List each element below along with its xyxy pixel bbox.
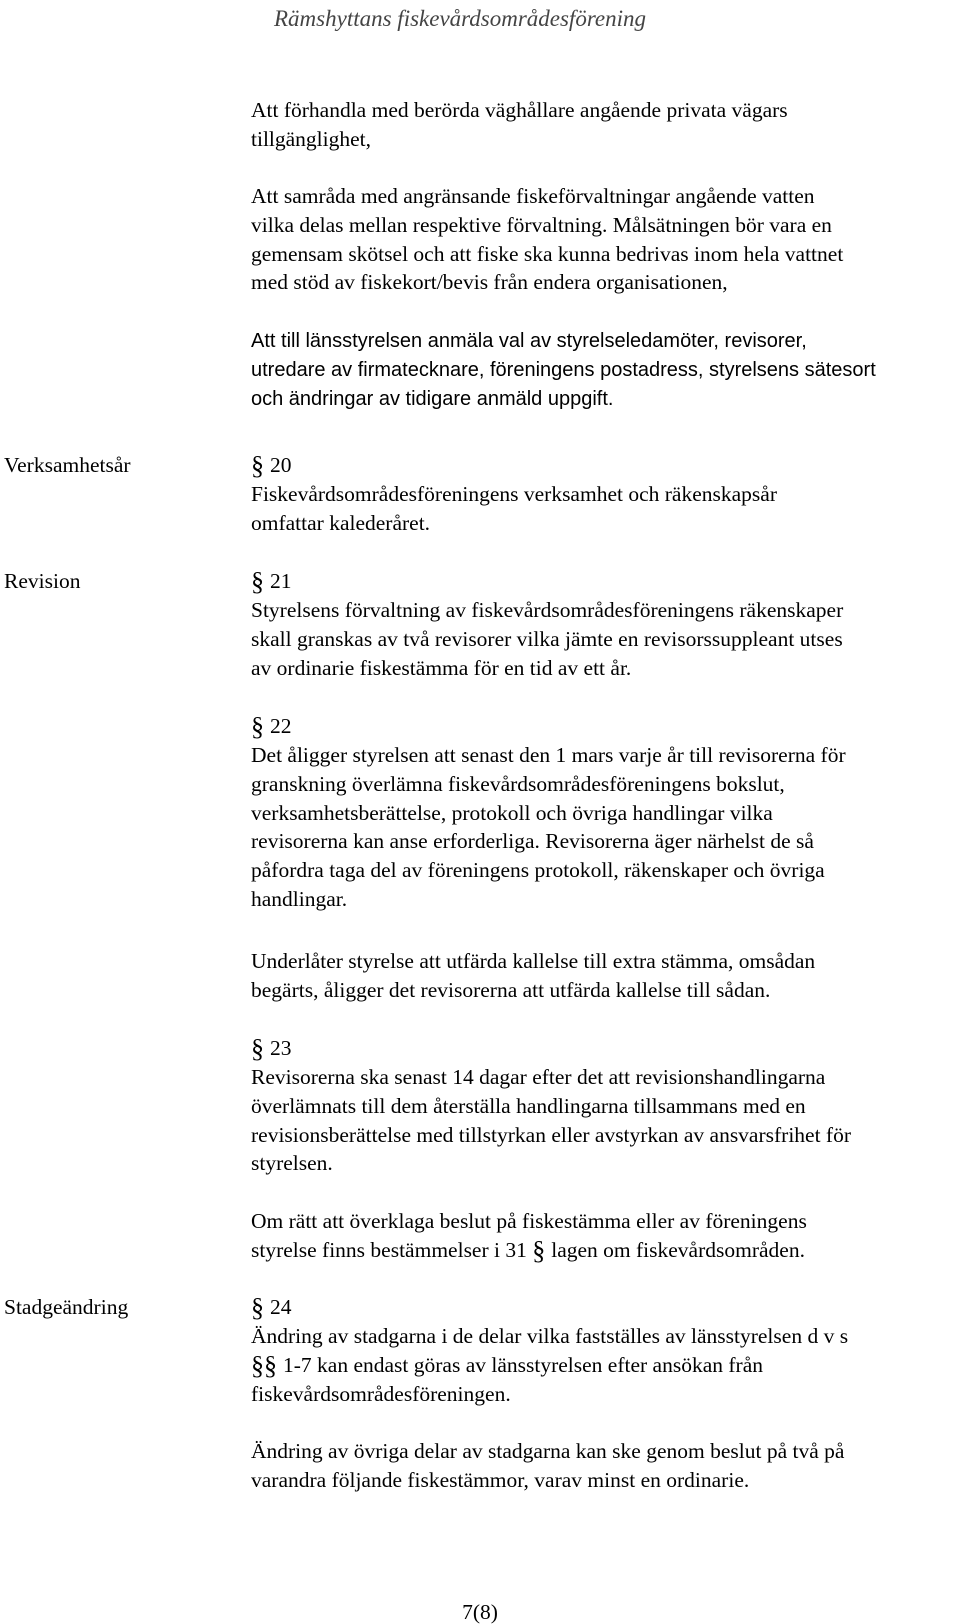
- text-line: Ändring av övriga delar av stadgarna kan ske genom beslut på två på: [251, 1439, 845, 1463]
- paragraph-other-changes: [251, 1437, 951, 1495]
- section-21: [251, 567, 951, 682]
- text-line: och ändringar av tidigare anmäld uppgift.: [251, 387, 614, 410]
- text-line: Om rätt att överklaga beslut på fiskestämma eller av föreningens: [251, 1209, 807, 1233]
- text-line: Fiskevårdsområdesföreningens verksamhet och räkenskapsår: [251, 482, 777, 506]
- section-24: [251, 1293, 951, 1409]
- section-number: 23: [270, 1036, 292, 1060]
- section-number: 22: [270, 714, 292, 738]
- text-line: Det åligger styrelsen att senast den 1 mars varje år till revisorerna för: [251, 743, 846, 767]
- text-line: handlingar.: [251, 886, 348, 911]
- section-sign: §§: [251, 1350, 277, 1380]
- text-line: Underlåter styrelse att utfärda kallelse till extra stämma, omsådan: [251, 949, 816, 973]
- text-line: Ändring av stadgarna i de delar vilka fastställes av länsstyrelsen d v s: [251, 1324, 849, 1348]
- text-line: revisionsberättelse med tillstyrkan eller avstyrkan av ansvarsfrihet för: [251, 1122, 852, 1147]
- section-22: [251, 712, 951, 914]
- page-header-title: Rämshyttans fiskevårdsområdesförening: [274, 6, 647, 31]
- text-line: överlämnats till dem återställa handlingarna tillsammans med en: [251, 1093, 806, 1118]
- paragraph-appeal: [251, 1207, 951, 1265]
- text-fragment: 1-7 kan endast göras av länsstyrelsen efter ansökan från: [283, 1352, 763, 1377]
- text-line: med stöd av fiskekort/bevis från endera organisationen,: [251, 270, 728, 295]
- section-20: [251, 451, 951, 538]
- section-label-stadgeandring: Stadgeändring: [4, 1295, 129, 1319]
- text-line: påfordra taga del av föreningens protokoll, räkenskaper och övriga: [251, 858, 825, 883]
- text-line: Revisorerna ska senast 14 dagar efter det att revisionshandlingarna: [251, 1065, 826, 1089]
- section-sign: §: [251, 712, 264, 741]
- text-line: Att samråda med angränsande fiskeförvaltningar angående vatten: [251, 184, 815, 208]
- text-line: fiskevårdsområdesföreningen.: [251, 1381, 511, 1406]
- text-line: vilka delas mellan respektive förvaltning. Målsätningen bör vara en: [251, 212, 832, 237]
- text-fragment: styrelse finns bestämmelser i 31: [251, 1237, 527, 1262]
- text-line: utredare av firmatecknare, föreningens postadress, styrelsens sätesort: [251, 358, 876, 381]
- page-number: 7(8): [462, 1600, 498, 1624]
- text-line: omfattar kalederåret.: [251, 510, 431, 535]
- section-number: 21: [270, 569, 292, 593]
- section-23: [251, 1034, 951, 1178]
- paragraph-roads: [251, 96, 951, 154]
- section-sign: §: [251, 1034, 264, 1063]
- section-label-verksamhetsar: Verksamhetsår: [4, 453, 131, 477]
- text-fragment: lagen om fiskevårdsområden.: [551, 1237, 805, 1262]
- text-line: skall granskas av två revisorer vilka jämte en revisorssuppleant utses: [251, 626, 843, 651]
- text-line: styrelsen.: [251, 1151, 333, 1176]
- paragraph-cooperation: [251, 182, 951, 297]
- text-line: granskning överlämna fiskevårdsområdesföreningens bokslut,: [251, 771, 785, 796]
- section-sign: §: [251, 451, 264, 480]
- text-line: Att till länsstyrelsen anmäla val av styrelseledamöter, revisorer,: [251, 330, 807, 352]
- section-sign: §: [251, 1293, 264, 1322]
- text-line: begärts, åligger det revisorerna att utfärda kallelse till sådan.: [251, 977, 771, 1002]
- section-sign: §: [532, 1235, 546, 1265]
- section-sign: §: [251, 567, 264, 596]
- paragraph-registration: [251, 327, 951, 413]
- text-line: Styrelsens förvaltning av fiskevårdsområdesföreningens räkenskaper: [251, 598, 844, 622]
- section-number: 20: [270, 453, 292, 477]
- text-line: Att förhandla med berörda väghållare angående privata vägars: [251, 98, 788, 122]
- text-line: tillgänglighet,: [251, 126, 372, 151]
- text-line: verksamhetsberättelse, protokoll och övriga handlingar vilka: [251, 800, 773, 825]
- text-line: av ordinarie fiskestämma för en tid av ett år.: [251, 655, 632, 680]
- text-line: gemensam skötsel och att fiske ska kunna bedrivas inom hela vattnet: [251, 241, 844, 266]
- paragraph-extra-meeting: [251, 947, 951, 1005]
- text-line: revisorerna kan anse erforderliga. Revisorerna äger närhelst de så: [251, 829, 814, 854]
- section-number: 24: [270, 1295, 292, 1319]
- section-label-revision: Revision: [4, 569, 81, 593]
- text-line: varandra följande fiskestämmor, varav minst en ordinarie.: [251, 1467, 750, 1492]
